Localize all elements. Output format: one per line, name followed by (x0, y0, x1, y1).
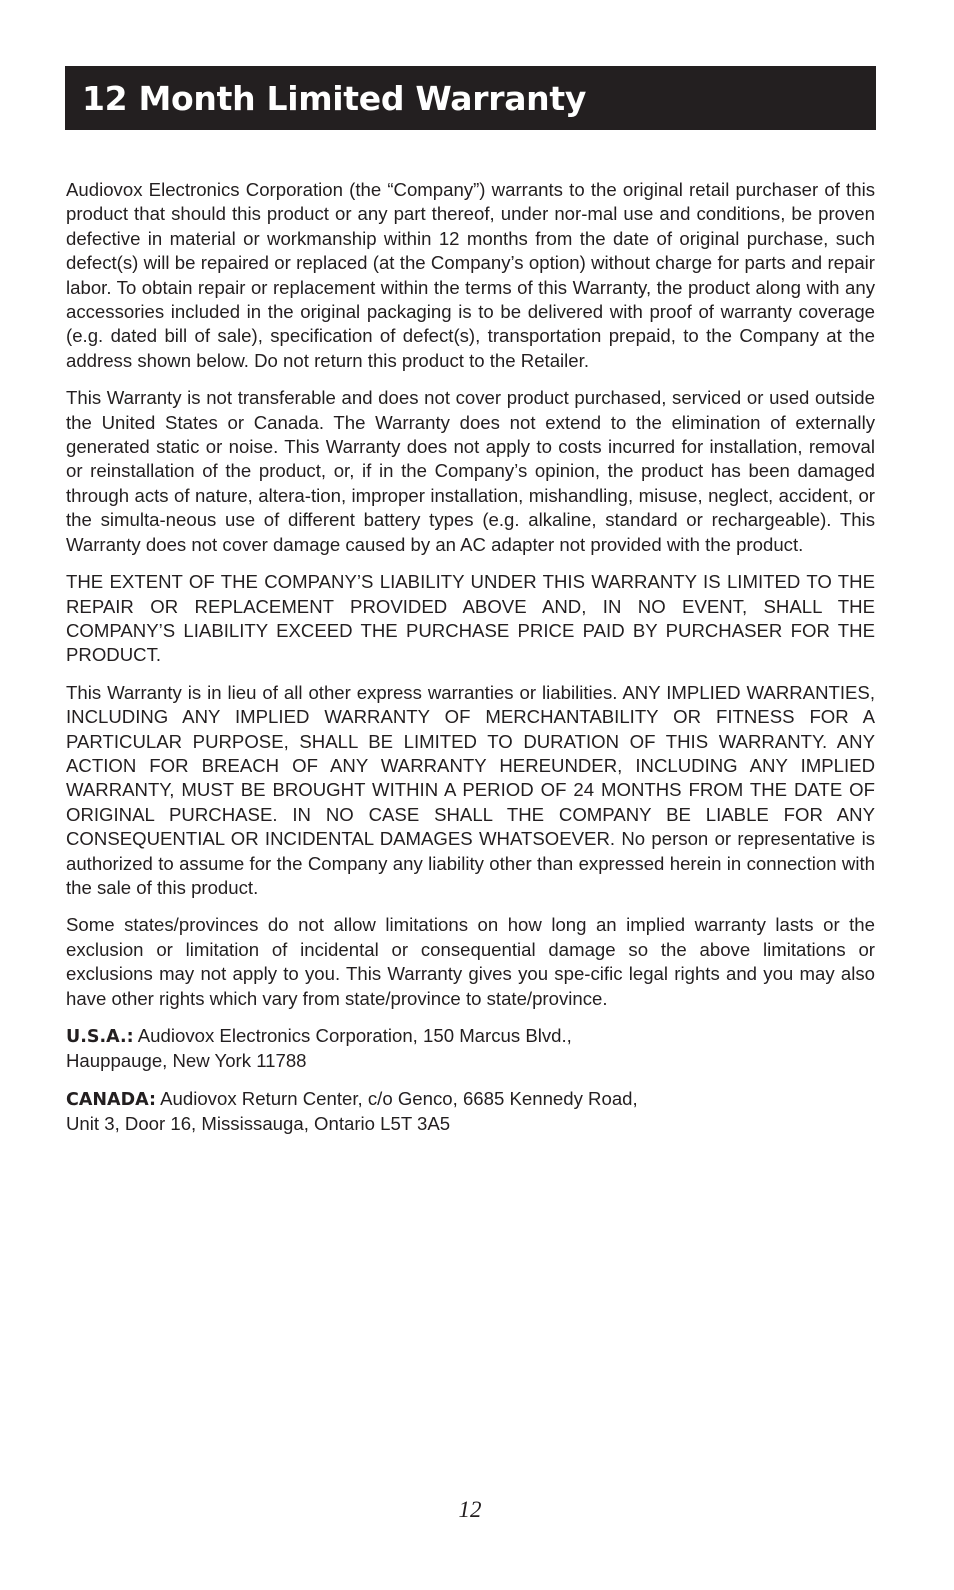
usa-address-label: U.S.A.: (66, 1027, 134, 1047)
canada-address-label: CANADA: (66, 1089, 156, 1110)
canada-address-line2: Unit 3, Door 16, Mississauga, Ontario L5T 3A5 (66, 1113, 451, 1135)
warranty-paragraph-implied-warranties: This Warranty is in lieu of all other express warranties or liabilities. ANY IMPLIED WARRANTIES, INCLUDING ANY IMPLIED WARRANTY OF MERCHANTABILITY OR FITNESS FOR A PARTICULAR PURPOSE, SHALL BE LIMITED TO DURATION OF THIS WARRANTY. ANY ACTION FOR BREACH OF ANY WARRANTY HEREUNDER, INCLUDING ANY IMPLIED WARRANTY, MUST BE BROUGHT WITHIN A PERIOD OF 24 MONTHS FROM THE DATE OF ORIGINAL PURCHASE. IN NO CASE SHALL THE COMPANY BE LIABLE FOR ANY CONSEQUENTIAL OR INCIDENTAL DAMAGES WHATSOEVER. No person or representative is authorized to assume for the Company any liability other than expressed herein in connection with the sale of this product. (66, 681, 875, 898)
usa-address-line1: Audiovox Electronics Corporation, 150 Marcus Blvd., (137, 1025, 572, 1046)
warranty-paragraph-liability: THE EXTENT OF THE COMPANY’S LIABILITY UNDER THIS WARRANTY IS LIMITED TO THE REPAIR OR REPLACEMENT PROVIDED ABOVE AND, IN NO EVENT, SHALL THE COMPANY’S LIABILITY EXCEED THE PURCHASE PRICE PAID BY PURCHASER FOR THE PRODUCT. (66, 571, 875, 666)
warranty-body (66, 178, 875, 1150)
warranty-paragraph-coverage: Audiovox Electronics Corporation (the “Company”) warrants to the original retail purchaser of this product that should this product or any part thereof, under nor-mal use and conditions, be proven defective in material or workmanship within 12 months from the date of original purchase, such defect(s) will be repaired or replaced (at the Company’s option) without charge for parts and repair labor. To obtain repair or replacement within the terms of this Warranty, the product along with any accessories included in the original packaging is to be delivered with proof of warranty coverage (e.g. dated bill of sale), specification of defect(s), transportation prepaid, to the Company at the address shown below. Do not return this product to the Retailer. (66, 179, 875, 371)
canada-address-line1: Audiovox Return Center, c/o Genco, 6685 Kennedy Road, (160, 1087, 638, 1109)
warranty-paragraph-exclusions: This Warranty is not transferable and does not cover product purchased, serviced or used outside the United States or Canada. The Warranty does not extend to the elimination of externally generated static or noise. This Warranty does not apply to costs incurred for installation, removal or reinstallation of the product, or, if in the Company’s opinion, the product has been damaged through acts of nature, altera-tion, improper installation, mishandling, misuse, neglect, accident, or the simulta-neous use of different battery types (e.g. alkaline, standard or rechargeable). This Warranty does not cover damage caused by an AC adapter not provided with the product. (66, 387, 875, 555)
usa-address (66, 1024, 875, 1074)
page-number: 12 (458, 1497, 482, 1522)
usa-address-line2: Hauppauge, New York 11788 (66, 1050, 307, 1072)
page-title: 12 Month Limited Warranty (82, 78, 587, 118)
title-banner (65, 66, 876, 130)
warranty-paragraph-state-rights: Some states/provinces do not allow limitations on how long an implied warranty lasts or the exclusion or limitation of incidental or consequential damage so the above limitations or exclusions may not apply to you. This Warranty gives you spe-cific legal rights and you may also have other rights which vary from state/province to state/province. (66, 914, 875, 1009)
canada-address (66, 1087, 875, 1137)
